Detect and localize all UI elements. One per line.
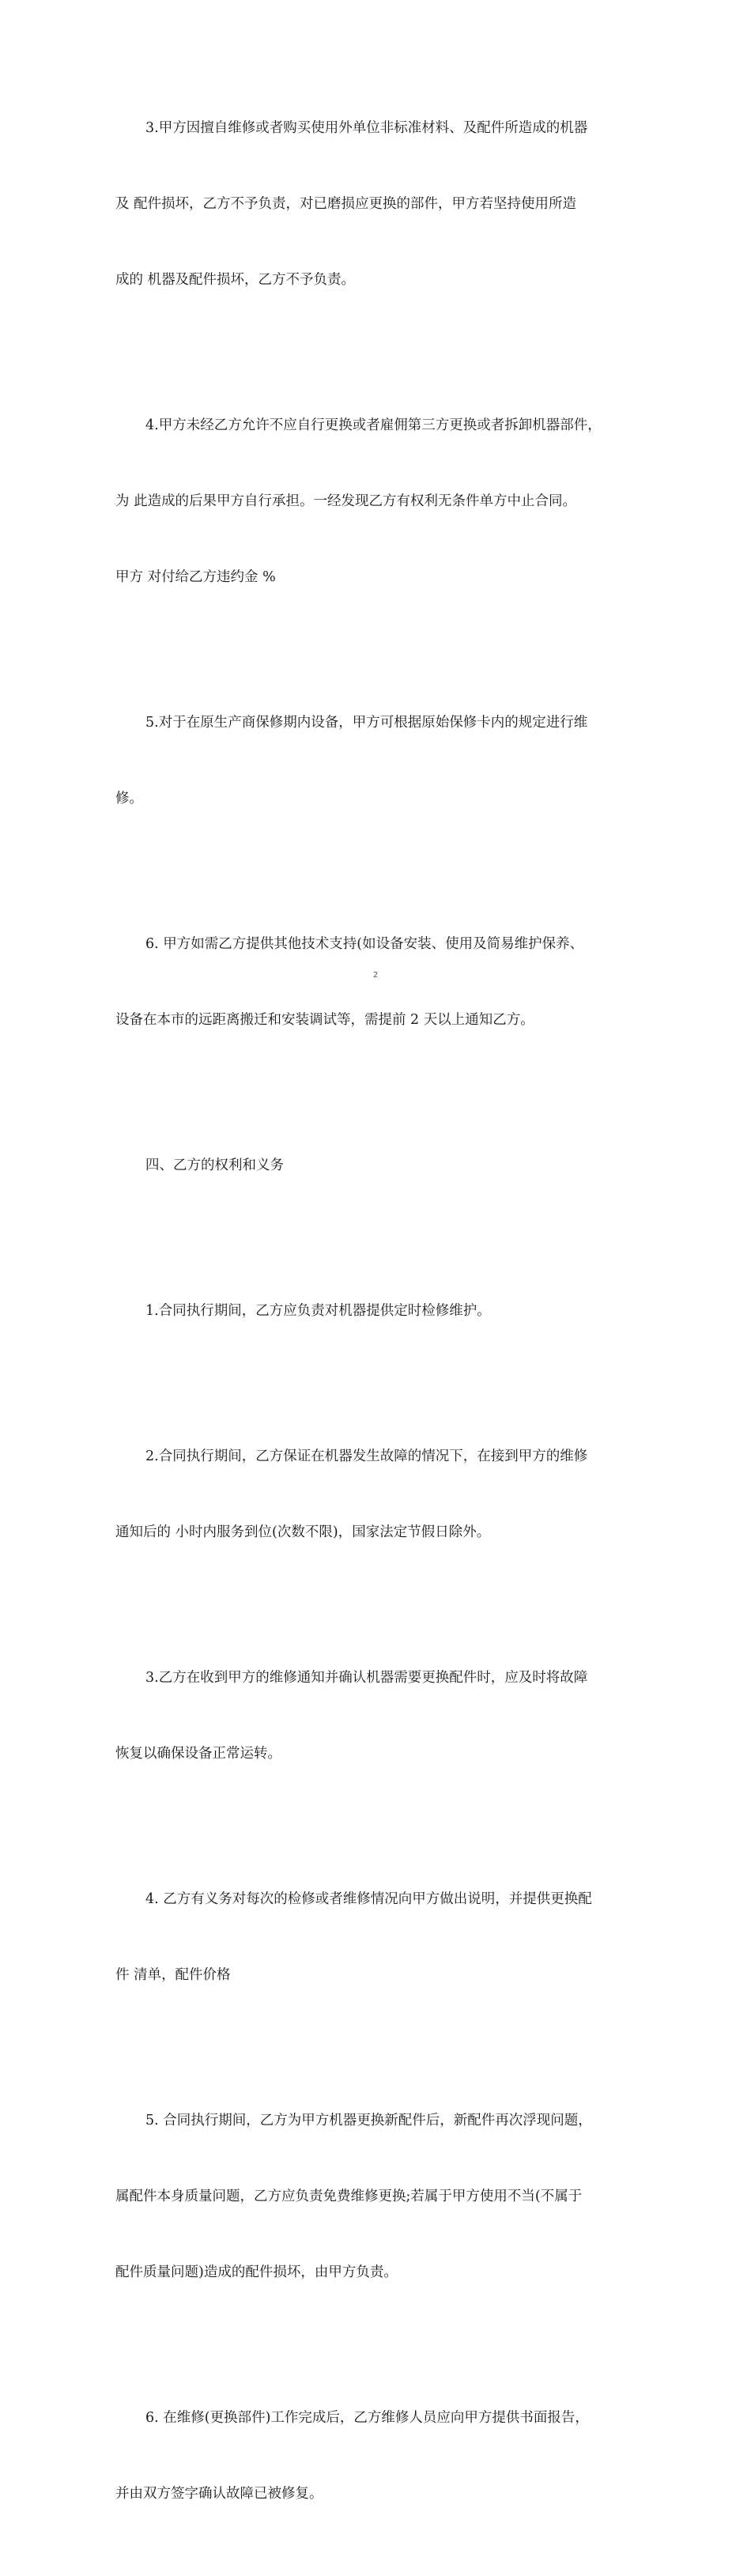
paragraph-line: 2.合同执行期间，乙方保证在机器发生故障的情况下，在接到甲方的维修 bbox=[145, 1449, 588, 1464]
paragraph-line: 成的 机器及配件损坏，乙方不予负责。 bbox=[115, 272, 356, 288]
document-body bbox=[115, 65, 645, 2576]
paragraph-line: 恢复以确保设备正常运转。 bbox=[115, 1746, 281, 1762]
section-heading-party-b-rights bbox=[115, 1102, 645, 1229]
paragraph-line: 4. 乙方有义务对每次的检修或者维修情况向甲方做出说明，并提供更换配 bbox=[145, 1891, 592, 1907]
paragraph-party-b-6 bbox=[115, 2355, 645, 2557]
paragraph-line: 1.合同执行期间，乙方应负责对机器提供定时检修维护。 bbox=[145, 1303, 491, 1319]
paragraph-line: 6. 甲方如需乙方提供其他技术支持(如设备安装、使用及简易维护保养、 bbox=[145, 936, 584, 952]
paragraph-party-b-5 bbox=[115, 2057, 645, 2336]
paragraph-line: 3.乙方在收到甲方的维修通知并确认机器需要更换配件时，应及时将故障 bbox=[145, 1670, 588, 1686]
paragraph-party-a-6 bbox=[115, 881, 645, 1083]
paragraph-line: 属配件本身质量问题，乙方应负责免费维修更换;若属于甲方使用不当(不属于 bbox=[115, 2189, 583, 2204]
paragraph-line: 通知后的 小时内服务到位(次数不限)，国家法定节假日除外。 bbox=[115, 1524, 491, 1540]
paragraph-party-b-3 bbox=[115, 1615, 645, 1817]
paragraph-line: 及 配件损坏，乙方不予负责，对已磨损应更换的部件，甲方若坚持使用所造 bbox=[115, 196, 577, 212]
paragraph-line: 5.对于在原生产商保修期内设备，甲方可根据原始保修卡内的规定进行维 bbox=[145, 715, 588, 731]
paragraph-line: 配件质量问题)造成的配件损坏，由甲方负责。 bbox=[115, 2264, 398, 2280]
paragraph-line: 4.甲方未经乙方允许不应自行更换或者雇佣第三方更换或者拆卸机器部件， bbox=[145, 417, 602, 433]
paragraph-line: 6. 在维修(更换部件)工作完成后，乙方维修人员应向甲方提供书面报告， bbox=[145, 2410, 589, 2426]
paragraph-party-b-1 bbox=[115, 1248, 645, 1374]
paragraph-line: 并由双方签字确认故障已被修复。 bbox=[115, 2486, 323, 2502]
paragraph-line: 5. 合同执行期间，乙方为甲方机器更换新配件后，新配件再次浮现问题， bbox=[145, 2113, 592, 2128]
paragraph-line: 甲方 对付给乙方违约金 % bbox=[115, 569, 276, 585]
paragraph-line: 3.甲方因擅自维修或者购买使用外单位非标准材料、及配件所造成的机器 bbox=[145, 120, 588, 136]
paragraph-party-a-3 bbox=[115, 65, 645, 343]
paragraph-party-a-4 bbox=[115, 362, 645, 640]
page-number: 2 bbox=[372, 971, 379, 980]
paragraph-line: 件 清单，配件价格 bbox=[115, 1967, 231, 1983]
paragraph-party-b-2 bbox=[115, 1393, 645, 1596]
paragraph-line: 修。 bbox=[115, 791, 143, 806]
section-heading: 四、乙方的权利和义务 bbox=[145, 1158, 284, 1173]
paragraph-line: 设备在本市的远距离搬迁和安装调试等，需提前 2 天以上通知乙方。 bbox=[115, 1012, 534, 1028]
paragraph-party-b-4 bbox=[115, 1836, 645, 2038]
paragraph-line: 为 此造成的后果甲方自行承担。一经发现乙方有权利无条件单方中止合同。 bbox=[115, 493, 577, 509]
paragraph-party-a-5 bbox=[115, 659, 645, 862]
